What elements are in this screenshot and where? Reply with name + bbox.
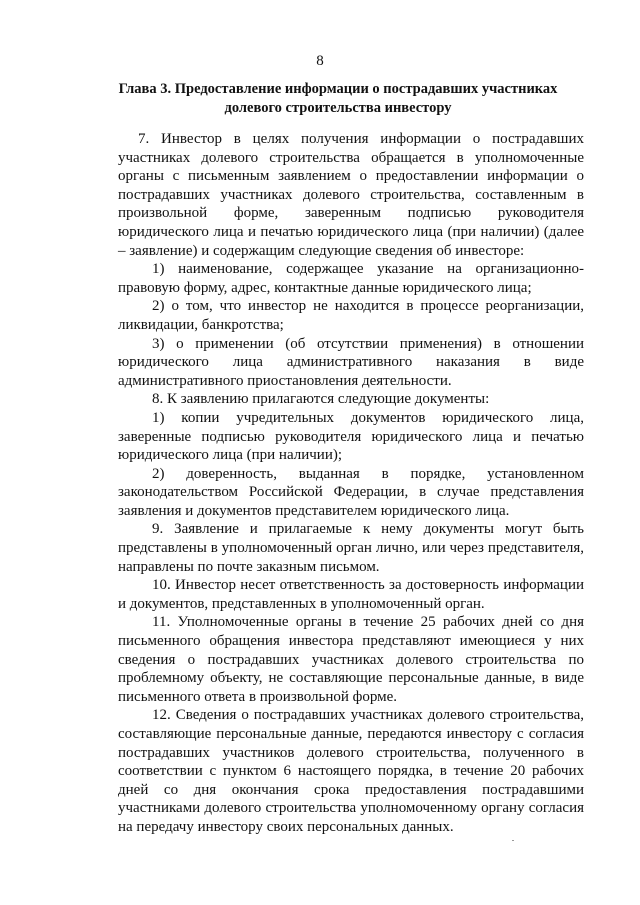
paragraph-7-item-1: 1) наименование, содержащее указание на организационно-правовую форму, адрес, контактные данные юридического лица; [118, 261, 584, 296]
paragraph-7: 7. Инвестор в целях получения информации о пострадавших участниках долевого строительства обращается в уполномоченные органы с письменным заявлением о предоставлении информации о пострадавших участниках долевого строительства, составленным в произвольной форме, заверенным подписью руководителя юридического лица и печатью юридического лица (при наличии) (далее – заявление) и содержащим следующие сведения об инвесторе: [118, 131, 584, 259]
chapter-title: Глава 3. Предоставление информации о пострадавших участниках долевого строительства инвестору [118, 81, 558, 116]
paragraph-9: 9. Заявление и прилагаемые к нему документы могут быть представлены в уполномоченный орган лично, или через представителя, направлены по почте заказным письмом. [118, 521, 584, 575]
scan-speck [512, 840, 514, 841]
paragraph-10: 10. Инвестор несет ответственность за достоверность информации и документов, представленных в уполномоченный орган. [118, 577, 584, 612]
paragraph-12: 12. Сведения о пострадавших участниках долевого строительства, составляющие персональные данные, передаются инвестору с согласия пострадавших участников долевого строительства, полученного в соответствии с пунктом 6 настоящего порядка, в течение 20 рабочих дней со дня окончания срока предоставления пострадавшими участниками долевого строительства уполномоченному органу согласия на передачу инвестору своих персональных данных. [118, 707, 584, 835]
paragraph-8: 8. К заявлению прилагаются следующие документы: [152, 391, 490, 408]
paragraph-11: 11. Уполномоченные органы в течение 25 рабочих дней со дня письменного обращения инвестора представляют имеющиеся у них сведения о пострадавших участниках долевого строительства по проблемному объекту, не составляющие персональные данные, в виде письменного ответа в произвольной форме. [118, 614, 584, 705]
page-number: 8 [316, 53, 324, 69]
paragraph-7-item-3: 3) о применении (об отсутствии применения) в отношении юридического лица административного наказания в виде административного приостановления деятельности. [118, 335, 584, 389]
document-body [118, 130, 584, 837]
paragraph-8-item-1: 1) копии учредительных документов юридического лица, заверенные подписью руководителя юридического лица и печатью юридического лица (при наличии); [118, 409, 584, 464]
paragraph-8-item-2: 2) доверенность, выданная в порядке, установленном законодательством Российской Федерации, в случае представления заявления и документов представителем юридического лица. [118, 465, 584, 519]
paragraph-7-item-2: 2) о том, что инвестор не находится в процессе реорганизации, ликвидации, банкротства; [118, 298, 584, 333]
